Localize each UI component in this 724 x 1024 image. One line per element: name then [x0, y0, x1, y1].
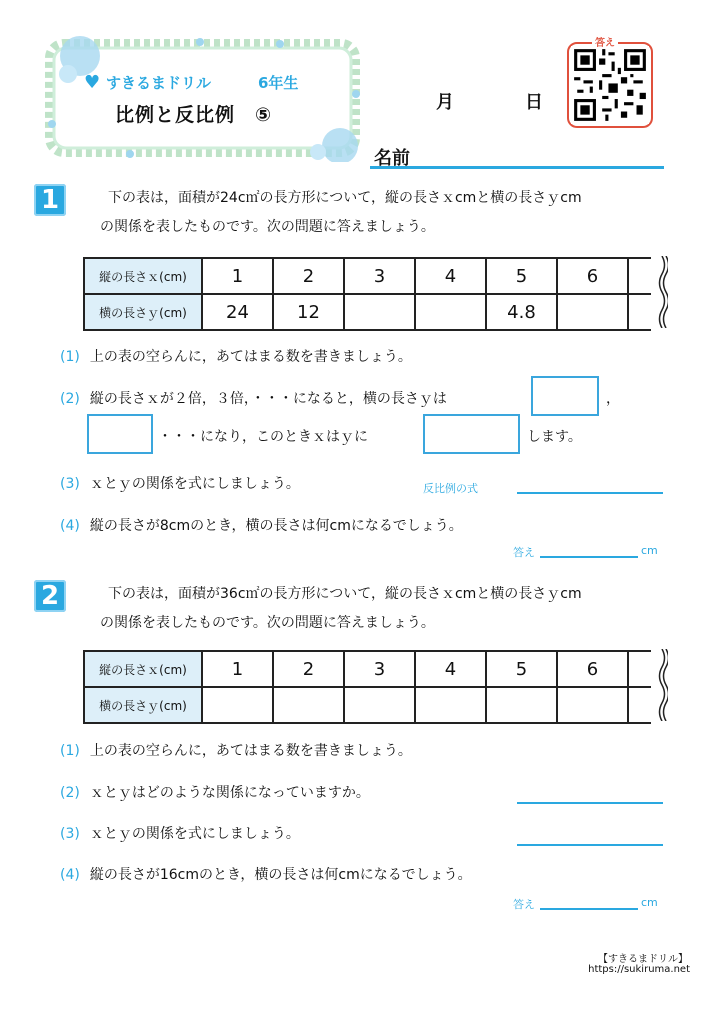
table-row-x — [84, 258, 651, 294]
s1-question-2 — [60, 388, 447, 408]
relationship-answer-line[interactable] — [517, 802, 663, 804]
answer-label: 答え — [513, 898, 535, 911]
table-continuation — [628, 651, 651, 687]
q-text: 縦の長さが8cmのとき，横の長さは何cmになるでしょう。 — [89, 518, 463, 534]
cell[interactable] — [202, 687, 273, 723]
row-header-x: 縦の長さｘ(cm) — [84, 258, 202, 294]
footer-url[interactable]: https://sukiruma.net — [588, 964, 690, 975]
table-continuation — [628, 687, 651, 723]
intro-line-2: の関係を表したものです。次の問題に答えましょう。 — [100, 219, 435, 235]
q-text: ｘとｙはどのような関係になっていますか。 — [89, 785, 370, 801]
s1-question-4 — [60, 515, 463, 535]
s2-question-1 — [60, 740, 412, 760]
cell: 1 — [202, 258, 273, 294]
month-label: 月 — [436, 92, 454, 113]
answer-box-2[interactable] — [87, 414, 153, 454]
row-header-x: 縦の長さｘ(cm) — [84, 651, 202, 687]
answer-line[interactable] — [540, 556, 638, 558]
cell[interactable]: 24 — [202, 294, 273, 330]
wave-break-icon — [658, 649, 668, 721]
cell: 5 — [486, 258, 557, 294]
section-2-intro — [100, 580, 670, 638]
answer-unit: cm — [641, 896, 658, 909]
s1-question-3 — [60, 473, 300, 493]
section-2-badge: 2 — [34, 580, 66, 612]
footer-brand: 【すきるまドリル】 — [598, 954, 688, 965]
floral-frame — [40, 34, 365, 162]
answer-line[interactable] — [540, 908, 638, 910]
s1-question-1 — [60, 346, 412, 366]
cell[interactable] — [415, 294, 486, 330]
answer-box-3[interactable] — [423, 414, 520, 454]
cell: 4 — [415, 651, 486, 687]
q2-comma: ， — [606, 391, 620, 407]
answer-qr-code[interactable] — [567, 42, 653, 128]
cell[interactable]: 12 — [273, 294, 344, 330]
q-text: 上の表の空らんに，あてはまる数を書きましょう。 — [89, 743, 412, 759]
qr-code-icon — [571, 46, 649, 124]
cell[interactable] — [344, 294, 415, 330]
cell: 4 — [415, 258, 486, 294]
cell: 3 — [344, 651, 415, 687]
intro-line-1: 下の表は，面積が36c㎡の長方形について，縦の長さｘcmと横の長さｙcm — [108, 586, 582, 602]
intro-line-2: の関係を表したものです。次の問題に答えましょう。 — [100, 615, 435, 631]
cell[interactable] — [486, 687, 557, 723]
cell: 2 — [273, 258, 344, 294]
page-title: 比例と反比例 ⑤ — [115, 104, 273, 126]
cell[interactable] — [415, 687, 486, 723]
brand-name: すきるまドリル — [106, 74, 212, 92]
table-row-x — [84, 651, 651, 687]
grade-label: 6年生 — [258, 74, 299, 92]
name-line[interactable] — [370, 166, 664, 169]
q-text: ｘとｙの関係を式にしましょう。 — [89, 476, 300, 492]
q-number: (1) — [60, 743, 80, 759]
table-continuation — [628, 258, 651, 294]
cell[interactable]: 4.8 — [486, 294, 557, 330]
cell[interactable] — [557, 294, 628, 330]
heart-icon: ♥ — [84, 72, 101, 93]
cell[interactable] — [557, 687, 628, 723]
intro-line-1: 下の表は，面積が24c㎡の長方形について，縦の長さｘcmと横の長さｙcm — [108, 190, 582, 206]
s2-question-3 — [60, 823, 300, 843]
s2-question-4 — [60, 864, 472, 884]
name-label: 名前 — [374, 148, 410, 169]
section-1-badge: 1 — [34, 184, 66, 216]
q-number: (3) — [60, 826, 80, 842]
q-text: ｘとｙの関係を式にしましょう。 — [89, 826, 300, 842]
answer-label: 答え — [513, 546, 535, 559]
q-number: (4) — [60, 518, 80, 534]
row-header-y: 横の長さｙ(cm) — [84, 687, 202, 723]
formula-answer-line[interactable] — [517, 492, 663, 494]
cell: 6 — [557, 258, 628, 294]
q-number: (1) — [60, 349, 80, 365]
table-row-y — [84, 687, 651, 723]
cell: 2 — [273, 651, 344, 687]
q-number: (4) — [60, 867, 80, 883]
day-label: 日 — [525, 92, 543, 113]
answer-unit: cm — [641, 544, 658, 557]
q2-end-text: します。 — [527, 429, 582, 445]
table-section-1 — [83, 257, 651, 331]
row-header-y: 横の長さｙ(cm) — [84, 294, 202, 330]
table-section-2 — [83, 650, 651, 724]
wave-break-icon — [658, 256, 668, 328]
qr-answer-label: 答え — [592, 34, 618, 49]
s2-question-2 — [60, 782, 370, 802]
cell: 5 — [486, 651, 557, 687]
q-text: 上の表の空らんに，あてはまる数を書きましょう。 — [89, 349, 412, 365]
table-continuation — [628, 294, 651, 330]
q-number: (2) — [60, 785, 80, 801]
q-number: (2) — [60, 391, 80, 407]
q2-mid-text: ・・・になり，このときｘはｙに — [158, 429, 368, 445]
q-number: (3) — [60, 476, 80, 492]
q-text: 縦の長さが16cmのとき，横の長さは何cmになるでしょう。 — [89, 867, 472, 883]
cell: 3 — [344, 258, 415, 294]
cell: 6 — [557, 651, 628, 687]
cell[interactable] — [344, 687, 415, 723]
cell: 1 — [202, 651, 273, 687]
cell[interactable] — [273, 687, 344, 723]
inverse-formula-hint: 反比例の式 — [423, 482, 478, 495]
section-1-intro — [100, 184, 670, 242]
answer-box-1[interactable] — [531, 376, 599, 416]
q-text: 縦の長さｘが２倍，３倍，・・・になると，横の長さｙは — [89, 391, 447, 407]
table-row-y — [84, 294, 651, 330]
formula-answer-line[interactable] — [517, 844, 663, 846]
